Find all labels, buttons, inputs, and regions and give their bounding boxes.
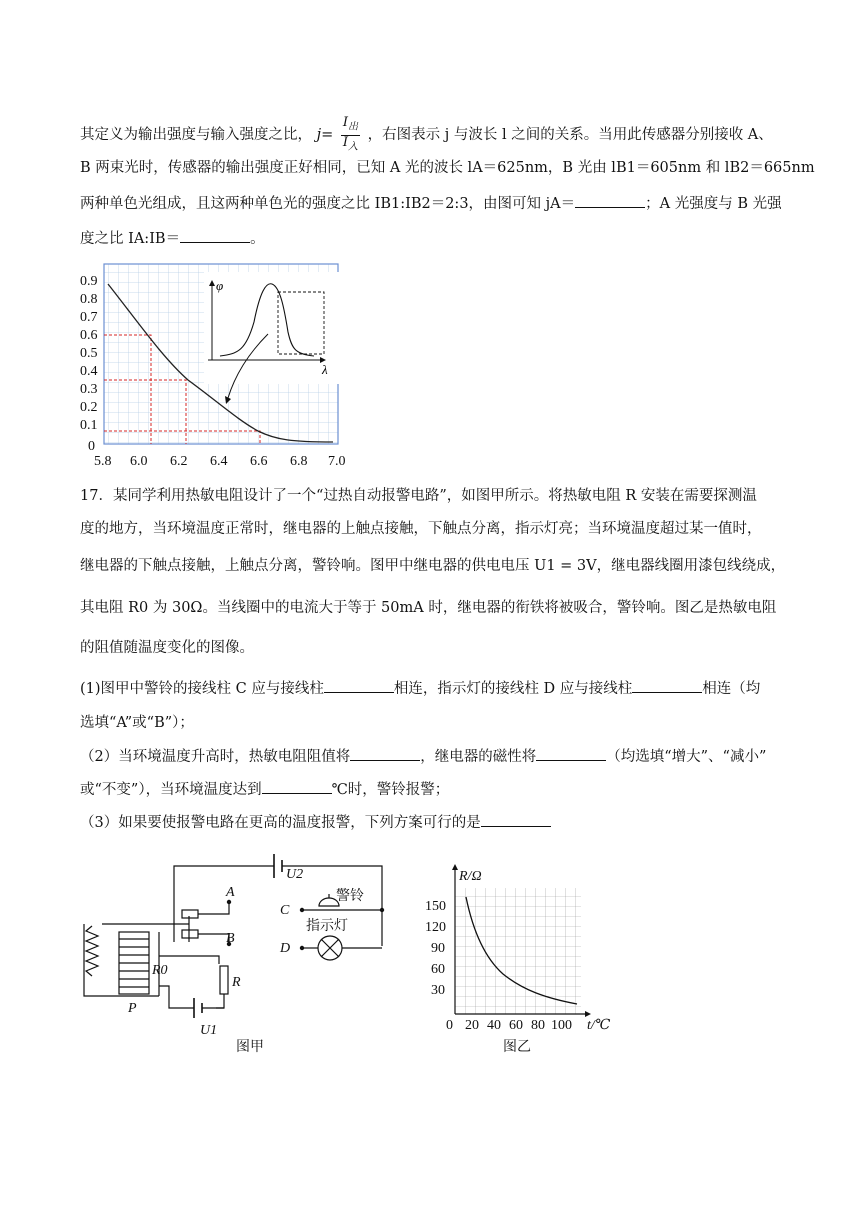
answer-blank[interactable] bbox=[324, 678, 394, 693]
svg-text:5.8: 5.8 bbox=[94, 454, 112, 469]
answer-blank[interactable] bbox=[481, 812, 551, 827]
p16-line3: 两种单色光组成，且这两种单色光的强度之比 IB1:IB2＝2:3，由图可知 jA＝ ；A 光强度与 B 光强 bbox=[80, 193, 782, 214]
p17-line3: 继电器的下触点接触，上触点分离，警铃响。图甲中继电器的供电电压 U1 = 3V，继电器线圈用漆包线绕成， bbox=[80, 558, 786, 574]
p17-line5: 的阻值随温度变化的图像。 bbox=[80, 640, 254, 656]
svg-text:0.3: 0.3 bbox=[80, 382, 98, 397]
answer-blank[interactable] bbox=[575, 193, 645, 208]
q2-line1: （2）当环境温度升高时，热敏电阻阻值将 ，继电器的磁性将 （均选填“增大”、“减小” bbox=[80, 746, 766, 767]
svg-text:120: 120 bbox=[425, 920, 446, 935]
svg-text:6.8: 6.8 bbox=[290, 454, 308, 469]
label-A: A bbox=[226, 885, 235, 900]
label-R0: R0 bbox=[152, 963, 168, 978]
svg-text:0.8: 0.8 bbox=[80, 292, 98, 307]
p17-line2: 度的地方，当环境温度正常时，继电器的上触点接触，下触点分离，指示灯亮；当环境温度超过某一值时， bbox=[80, 521, 762, 537]
svg-text:150: 150 bbox=[425, 899, 446, 914]
q3-line: （3）如果要使报警电路在更高的温度报警，下列方案可行的是 bbox=[80, 812, 551, 833]
svg-text:60: 60 bbox=[509, 1018, 523, 1033]
svg-text:20: 20 bbox=[465, 1018, 479, 1033]
y-tick-labels bbox=[80, 274, 98, 454]
label-P: P bbox=[128, 1001, 137, 1016]
caption-yi: 图乙 bbox=[503, 1040, 531, 1055]
caption-jia: 图甲 bbox=[236, 1040, 264, 1055]
graph2-xlabel: t/℃ bbox=[587, 1018, 611, 1033]
alarm-circuit-diagram bbox=[74, 846, 404, 1061]
answer-blank[interactable] bbox=[536, 746, 606, 761]
svg-text:6.2: 6.2 bbox=[170, 454, 188, 469]
p17-line4: 其电阻 R0 为 30Ω。当线圈中的电流大于等于 50mA 时，继电器的衔铁将被吸合，警铃响。图乙是热敏电阻 bbox=[80, 600, 777, 616]
x-tick-labels bbox=[94, 454, 346, 469]
svg-text:7.0: 7.0 bbox=[328, 454, 346, 469]
svg-text:0.6: 0.6 bbox=[80, 328, 98, 343]
p16-line2: B 两束光时，传感器的输出强度正好相同，已知 A 光的波长 lA＝625nm，B 光由 lB1＝605nm 和 lB2＝665nm bbox=[80, 160, 815, 176]
label-lamp: 指示灯 bbox=[306, 919, 348, 934]
q1-line1: (1)图甲中警铃的接线柱 C 应与接线柱 相连，指示灯的接线柱 D 应与接线柱 相连（均 bbox=[80, 678, 760, 699]
svg-text:80: 80 bbox=[531, 1018, 545, 1033]
svg-text:6.4: 6.4 bbox=[210, 454, 228, 469]
svg-text:0.4: 0.4 bbox=[80, 364, 98, 379]
graph2-ylabel: R/Ω bbox=[459, 869, 482, 884]
label-U2: U2 bbox=[286, 867, 304, 882]
label-C: C bbox=[280, 903, 290, 918]
svg-text:0: 0 bbox=[88, 439, 95, 454]
svg-text:40: 40 bbox=[487, 1018, 501, 1033]
answer-blank[interactable] bbox=[632, 678, 702, 693]
svg-text:0.9: 0.9 bbox=[80, 274, 98, 289]
p16-line1: 其定义为输出强度与输入强度之比， j= $\frac{I_出}{I_入}$ ，右图表示 j 与波长 l 之间的关系。当用此传感器分别接收 A、 bbox=[80, 115, 773, 153]
sensitivity-graph bbox=[78, 262, 368, 472]
svg-text:6.6: 6.6 bbox=[250, 454, 268, 469]
label-U1: U1 bbox=[200, 1023, 218, 1038]
svg-text:φ: φ bbox=[216, 278, 224, 293]
label-B: B bbox=[226, 931, 235, 946]
svg-text:λ: λ bbox=[322, 362, 328, 377]
answer-blank[interactable] bbox=[262, 779, 332, 794]
svg-text:0.1: 0.1 bbox=[80, 418, 98, 433]
svg-text:0.5: 0.5 bbox=[80, 346, 98, 361]
graph2-grid bbox=[455, 888, 581, 1014]
svg-text:100: 100 bbox=[551, 1018, 572, 1033]
intensity-fraction: $\frac{I_出}{I_入}$ bbox=[342, 115, 359, 153]
svg-text:60: 60 bbox=[431, 962, 445, 977]
answer-blank[interactable] bbox=[180, 228, 250, 243]
p16-line4: 度之比 IA:IB＝ 。 bbox=[80, 228, 265, 249]
q1-line2: 选填“A”或“B”）； bbox=[80, 715, 194, 731]
svg-text:6.0: 6.0 bbox=[130, 454, 148, 469]
svg-text:90: 90 bbox=[431, 941, 445, 956]
label-R: R bbox=[232, 975, 241, 990]
p17-line1: 17．某同学利用热敏电阻设计了一个“过热自动报警电路”，如图甲所示。将热敏电阻 R 安装在需要探测温 bbox=[80, 488, 757, 504]
svg-text:0.7: 0.7 bbox=[80, 310, 98, 325]
thermistor-resistance-graph bbox=[415, 846, 630, 1061]
svg-text:30: 30 bbox=[431, 983, 445, 998]
q2-line2: 或“不变”），当环境温度达到 ℃时，警铃报警； bbox=[80, 779, 449, 800]
label-bell: 警铃 bbox=[336, 889, 364, 904]
answer-blank[interactable] bbox=[350, 746, 420, 761]
svg-text:0.2: 0.2 bbox=[80, 400, 98, 415]
label-D: D bbox=[280, 941, 291, 956]
svg-text:0: 0 bbox=[446, 1018, 453, 1033]
